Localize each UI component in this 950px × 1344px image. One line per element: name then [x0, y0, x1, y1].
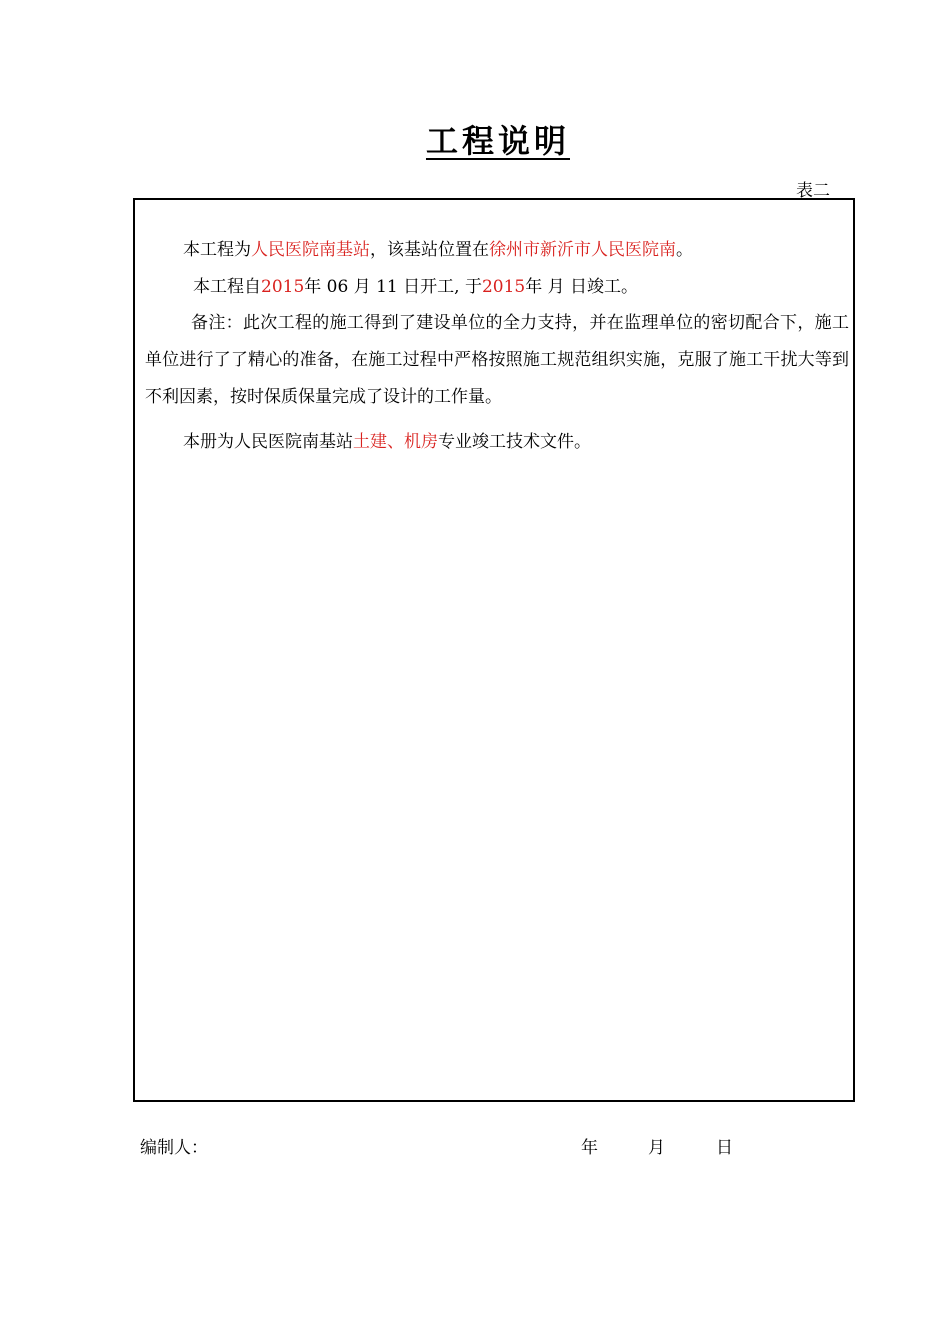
p2-text-b: 年 06 月 11 日开工, 于 — [304, 277, 482, 297]
station-location: 徐州市新沂市人民医院南 — [489, 240, 676, 260]
paragraph-schedule — [193, 269, 638, 306]
paragraph-remarks: 备注：此次工程的施工得到了建设单位的全力支持，并在监理单位的密切配合下，施工单位进行了了精心的准备，在施工过程中严格按照施工规范组织实施，克服了施工干扰大等到不利因素，按时保质保量完成了设计的工作量。 — [145, 313, 849, 407]
footer-month-label: 月 — [648, 1138, 665, 1158]
start-year: 2015 — [261, 277, 305, 297]
p2-text-c: 年 月 日竣工。 — [525, 277, 639, 297]
p1-text-c: 。 — [676, 240, 693, 260]
p4-text-a: 本册为人民医院南基站 — [183, 432, 353, 452]
content-frame — [133, 198, 855, 1102]
p2-text-a: 本工程自 — [193, 277, 261, 297]
p4-text-b: 专业竣工技术文件。 — [438, 432, 591, 452]
page-title — [0, 116, 950, 162]
p1-text-b: ，该基站位置在 — [370, 240, 489, 260]
p1-text-a: 本工程为 — [183, 240, 251, 260]
footer-year-label: 年 — [581, 1138, 598, 1158]
table-label: 表二 — [796, 181, 830, 201]
paragraph-volume — [183, 424, 591, 461]
end-year: 2015 — [481, 277, 526, 297]
station-name: 人民医院南基站 — [251, 240, 370, 260]
paragraph-project-intro — [183, 232, 693, 269]
footer-day-label: 日 — [716, 1138, 733, 1158]
page-title-text: 工程说明 — [425, 122, 570, 160]
compiler-label: 编制人： — [140, 1138, 208, 1158]
specialty: 土建、机房 — [353, 432, 438, 452]
